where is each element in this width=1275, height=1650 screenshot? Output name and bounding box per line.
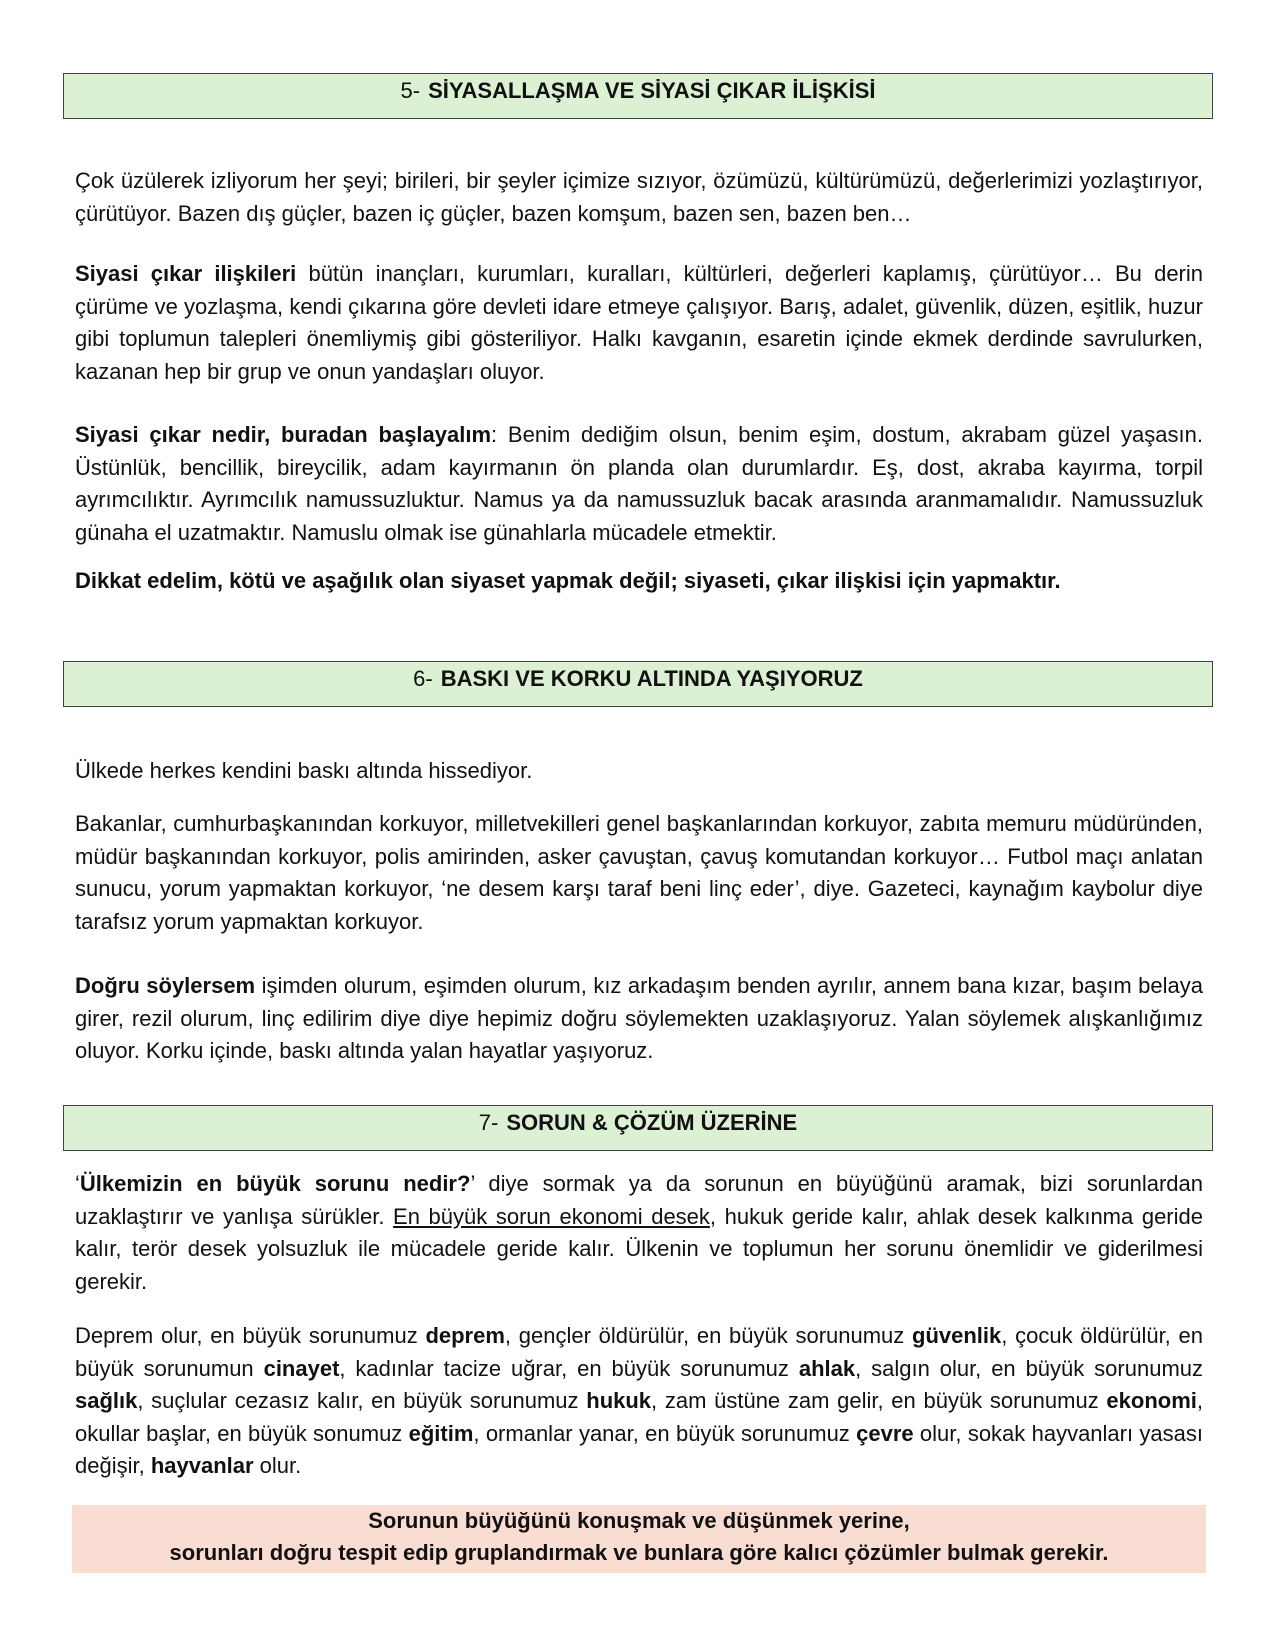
bold-text: hukuk [586,1388,652,1413]
bold-text: eğitim [408,1420,474,1446]
section-title: BASKI VE KORKU ALTINDA YAŞIYORUZ [440,666,863,691]
text-run: ’ diye sormak ya da sorunun en büyüğünü aramak, bizi sorunlardan uzaklaştırır ve yanlışa sürükler. [75,1171,1203,1229]
bold-text: Ülkemizin en büyük sorunu nedir? [79,1171,471,1196]
section-6-paragraph-2 [75,808,1203,938]
callout-line-1: Sorunun büyüğünü konuşmak ve düşünmek yerine, [368,1508,910,1533]
bold-text: Doğru söylersem [75,973,256,998]
bold-text: sağlık [75,1388,138,1413]
text-run: ‘ [75,1171,80,1196]
section-number: 5- [400,78,421,103]
section-number: 6- [413,666,433,691]
text-run: , gençler öldürülür, en büyük sorunumuz [504,1323,913,1348]
bold-text: deprem [425,1323,505,1348]
bold-text: cinayet [263,1355,340,1381]
text-run: , çocuk öldürülür, en büyük sorunumun [75,1323,1203,1381]
text-run: bütün inançları, kurumları, kuralları, kültürleri, değerleri kaplamış, çürütüyor… Bu derin çürüme ve yozlaşma, kendi çıkarına göre devleti idare etmeye çalışıyor. Barış, adalet, güvenlik, düzen, eşitlik, huzur gibi toplumun talepleri önemliymiş gibi gösteriliyor. Halkı kavganın, esaretin içinde ekmek derdinde savrulurken, kazanan hep bir grup ve onun yandaşları oluyor. [75,261,1203,384]
section-6-heading [63,661,1213,707]
text-run: , okullar başlar, en büyük sonumuz [75,1388,1203,1446]
section-6-paragraph-1 [75,755,1203,788]
text-run: , suçlular cezasız kalır, en büyük sorunumuz [137,1388,587,1413]
section-5-paragraph-1 [75,165,1203,230]
text-run: , ormanlar yanar, en büyük sorunumuz [473,1420,857,1446]
section-5-paragraph-3 [75,419,1203,549]
section-7-paragraph-2 [75,1320,1203,1483]
bold-text: Siyasi çıkar ilişkileri [75,261,297,286]
text-run: , zam üstüne zam gelir, en büyük sorunumuz [651,1388,1107,1413]
bold-text: ekonomi [1106,1388,1197,1413]
text-run: Bakanlar, cumhurbaşkanından korkuyor, milletvekilleri genel başkanlarından korkuyor, zabıta memuru müdüründen, müdür başkanından korkuyor, polis amirinden, asker çavuştan, çavuş komutandan korkuyor… Futbol maçı anlatan sunucu, yorum yapmaktan korkuyor, ‘ne desem karşı taraf beni linç eder’, diye. Gazeteci, kaynağım kaybolur diye tarafsız yorum yapmaktan korkuyor. [75,811,1203,934]
underlined-text: En büyük sorun ekonomi desek [393,1203,710,1229]
bold-text: Siyasi çıkar nedir, buradan başlayalım [75,422,492,447]
section-7-paragraph-1 [75,1168,1203,1298]
bold-text: çevre [856,1420,914,1446]
section-title: SORUN & ÇÖZÜM ÜZERİNE [506,1110,798,1135]
section-5-heading [63,73,1213,119]
section-6-paragraph-3 [75,970,1203,1068]
text-run: Ülkede herkes kendini baskı altında hissediyor. [75,758,533,783]
bold-text: Dikkat edelim, kötü ve aşağılık olan siyaset yapmak değil; siyaseti, çıkar ilişkisi için yapmaktır. [75,568,1061,593]
conclusion-callout [72,1505,1206,1573]
bold-text: hayvanlar [150,1453,254,1478]
text-run: , salgın olur, en büyük sorunumuz [855,1355,1204,1381]
text-run: olur, sokak hayvanları yasası değişir, [75,1420,1203,1478]
text-run: Çok üzülerek izliyorum her şeyi; birileri, bir şeyler içimize sızıyor, özümüzü, kültürümüzü, değerlerimizi yozlaştırıyor, çürütüyor. Bazen dış güçler, bazen iç güçler, bazen komşum, bazen sen, bazen ben… [75,168,1203,226]
text-run: olur. [253,1453,302,1478]
text-run: , kadınlar tacize uğrar, en büyük sorunumuz [339,1355,799,1381]
section-number: 7- [478,1110,499,1135]
text-run: Deprem olur, en büyük sorunumuz [75,1323,426,1348]
section-title: SİYASALLAŞMA VE SİYASİ ÇIKAR İLİŞKİSİ [428,78,876,103]
text-run: işimden olurum, eşimden olurum, kız arkadaşım benden ayrılır, annem bana kızar, başım belaya girer, rezil olurum, linç edilirim diye diye hepimiz doğru söylemekten uzaklaşıyoruz. Yalan söylemek alışkanlığımız oluyor. Korku içinde, baskı altında yalan hayatlar yaşıyoruz. [75,973,1203,1063]
bold-text: güvenlik [912,1323,1002,1348]
section-5-paragraph-2 [75,258,1203,388]
section-5-conclusion [75,565,1203,598]
text-run: : Benim dediğim olsun, benim eşim, dostum, akrabam güzel yaşasın. Üstünlük, bencillik, bireycilik, adam kayırmanın ön planda olan durumlardır. Eş, dost, akraba kayırma, torpil ayrımcılıktır. Ayrımcılık namussuzluktur. Namus ya da namussuzluk bacak arasında aranmamalıdır. Namussuzluk günaha el uzatmaktır. Namuslu olmak ise günahlarla mücadele etmektir. [75,422,1203,545]
section-7-heading [63,1105,1213,1151]
bold-text: ahlak [798,1355,856,1381]
callout-line-2: sorunları doğru tespit edip gruplandırmak ve bunlara göre kalıcı çözümler bulmak gerekir. [169,1540,1109,1565]
text-run: , hukuk geride kalır, ahlak desek kalkınma geride kalır, terör desek yolsuzluk ile mücadele geride kalır. Ülkenin ve toplumun her sorunu önemlidir ve giderilmesi gerekir. [75,1203,1203,1294]
